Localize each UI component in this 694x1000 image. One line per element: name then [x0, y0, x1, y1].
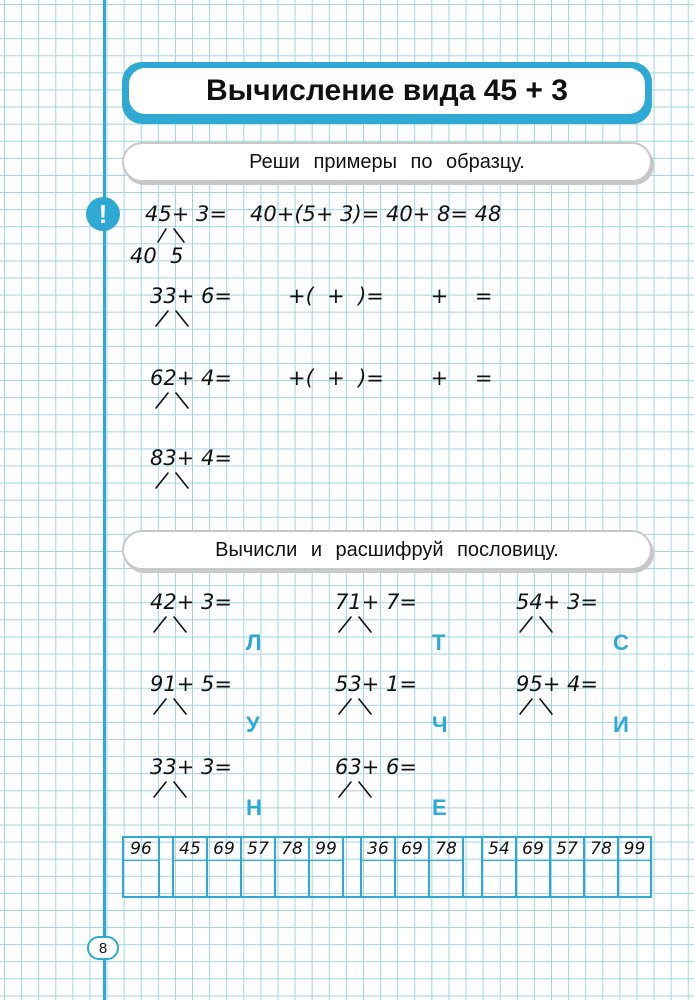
decode-expression: 95+ 4= [516, 672, 598, 696]
page-number: 8 [87, 936, 119, 960]
answer-cell[interactable]: 78 [276, 838, 310, 896]
answer-cell[interactable]: 45 [172, 838, 208, 896]
decode-letter: И [613, 712, 629, 737]
answer-cell[interactable]: 78 [585, 838, 619, 896]
decode-letter: С [613, 630, 629, 655]
answer-cell[interactable]: 54 [481, 838, 517, 896]
sample-split: 40 5 [130, 244, 184, 268]
sample-expression: 45+ 3= [145, 202, 227, 226]
exercise-2-template: +( + )= + = [288, 366, 493, 390]
answer-cell[interactable]: 36 [360, 838, 396, 896]
exclamation-icon: ! [86, 197, 120, 231]
answer-cell[interactable]: 69 [517, 838, 551, 896]
instruction-decode-proverb: Вычисли и расшифруй пословицу. [122, 530, 652, 570]
exercise-1-expression: 33+ 6= [150, 284, 232, 308]
decode-expression: 33+ 3= [150, 755, 232, 779]
page-title: Вычисление вида 45 + 3 [129, 68, 645, 114]
exercise-1-template: +( + )= + = [288, 284, 493, 308]
title-banner [122, 62, 652, 124]
decode-letter: У [246, 712, 260, 737]
decode-expression: 53+ 1= [335, 672, 417, 696]
answer-cell[interactable]: 96 [124, 838, 160, 896]
answer-cell[interactable]: 78 [430, 838, 464, 896]
decode-letter: Л [246, 630, 262, 655]
exercise-2-expression: 62+ 4= [150, 366, 232, 390]
decode-letter: Е [432, 795, 447, 820]
margin-line [103, 0, 106, 1000]
answer-cell[interactable]: 99 [310, 838, 344, 896]
answer-table [122, 836, 652, 898]
decode-expression: 42+ 3= [150, 590, 232, 614]
instruction-solve-by-example: Реши примеры по образцу. [122, 142, 652, 182]
decode-letter: Ч [432, 712, 448, 737]
answer-cell[interactable]: 69 [208, 838, 242, 896]
decode-expression: 71+ 7= [335, 590, 417, 614]
answer-cell[interactable]: 99 [619, 838, 650, 896]
decode-expression: 54+ 3= [516, 590, 598, 614]
exercise-3-expression: 83+ 4= [150, 446, 232, 470]
decode-expression: 63+ 6= [335, 755, 417, 779]
decode-expression: 91+ 5= [150, 672, 232, 696]
sample-solution: 40+(5+ 3)= 40+ 8= 48 [250, 202, 502, 226]
decode-letter: Т [432, 630, 446, 655]
answer-cell[interactable]: 57 [242, 838, 276, 896]
decode-letter: Н [246, 795, 262, 820]
answer-cell[interactable]: 69 [396, 838, 430, 896]
answer-cell[interactable]: 57 [551, 838, 585, 896]
